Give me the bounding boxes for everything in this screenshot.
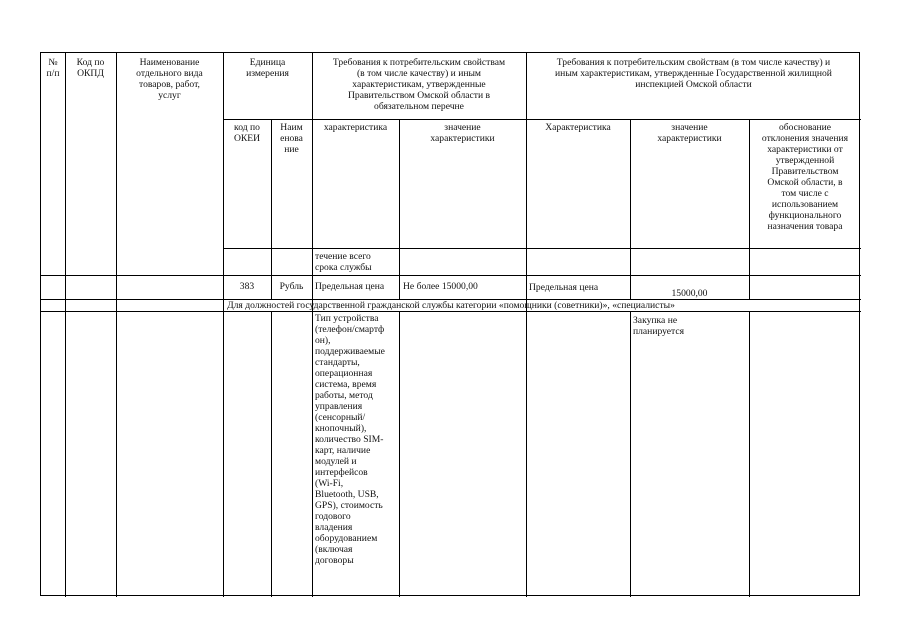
row-service-life: течение всего срока службы	[315, 251, 372, 273]
col-line-1	[65, 53, 66, 597]
subheader-char-insp: Характеристика	[545, 122, 611, 133]
device-characteristics: Тип устройства (телефон/смартф он), поддерживаемые стандарты, операционная система, время работы, метод управления (сенсорный/ кнопочный), количество SIM- карт, наличие модулей и интерфейсов (Wi-Fi, Bluetooth, USB, GPS), стоимость годового владения оборудованием (включая договоры	[315, 313, 385, 566]
requirements-table	[40, 52, 860, 596]
subheader-okei: код по ОКЕИ	[233, 122, 261, 144]
row-line-a	[223, 248, 861, 249]
col-line-5	[312, 53, 313, 597]
header-req-gov: Требования к потребительским свойствам (в том числе качеству) и иным характеристикам, утвержденные Правительством Омской области в обязательном перечне	[332, 57, 506, 112]
row-line-sub	[223, 119, 861, 120]
header-name: Наименование отдельного вида товаров, работ, услуг	[136, 57, 203, 101]
price-value-gov: Не более 15000,00	[403, 281, 478, 292]
col-line-9b	[749, 311, 750, 597]
header-okpd: Код по ОКПД	[76, 57, 105, 79]
col-line-8b	[630, 311, 631, 597]
purchase-note: Закупка не планируется	[633, 315, 685, 337]
header-unit: Единица измерения	[246, 57, 289, 79]
col-line-2	[116, 53, 117, 597]
subheader-justification: обоснование отклонения значения характеристики от утвержденной Правительством Омской области, в том числе с использованием функционального назначения товара	[761, 122, 849, 232]
price-char-insp: Предельная цена	[529, 282, 599, 293]
col-line-6	[399, 119, 400, 299]
subheader-unit-name: Наим енова ние	[280, 122, 303, 155]
price-char-gov: Предельная цена	[315, 281, 385, 292]
price-unit: Рубль	[279, 281, 304, 292]
section-title: Для должностей государственной гражданской службы категории «помощники (советники)», «специалисты»	[227, 300, 675, 311]
subheader-value-gov: значение характеристики	[430, 122, 495, 144]
subheader-char-gov: характеристика	[323, 122, 388, 133]
row-line-d	[41, 311, 861, 312]
price-value-insp: 15000,00	[671, 288, 708, 299]
col-line-6b	[399, 311, 400, 597]
price-okei: 383	[239, 281, 255, 292]
col-line-8	[630, 119, 631, 299]
header-req-insp: Требования к потребительским свойствам (в том числе качеству) и иным характеристикам, утвержденные Государственной жилищной инспекцией Омской области	[555, 57, 832, 90]
col-line-4b	[271, 311, 272, 597]
row-line-b	[41, 275, 861, 276]
header-num: № п/п	[46, 57, 60, 79]
col-line-7	[526, 53, 527, 597]
subheader-value-insp: значение характеристики	[657, 122, 722, 144]
